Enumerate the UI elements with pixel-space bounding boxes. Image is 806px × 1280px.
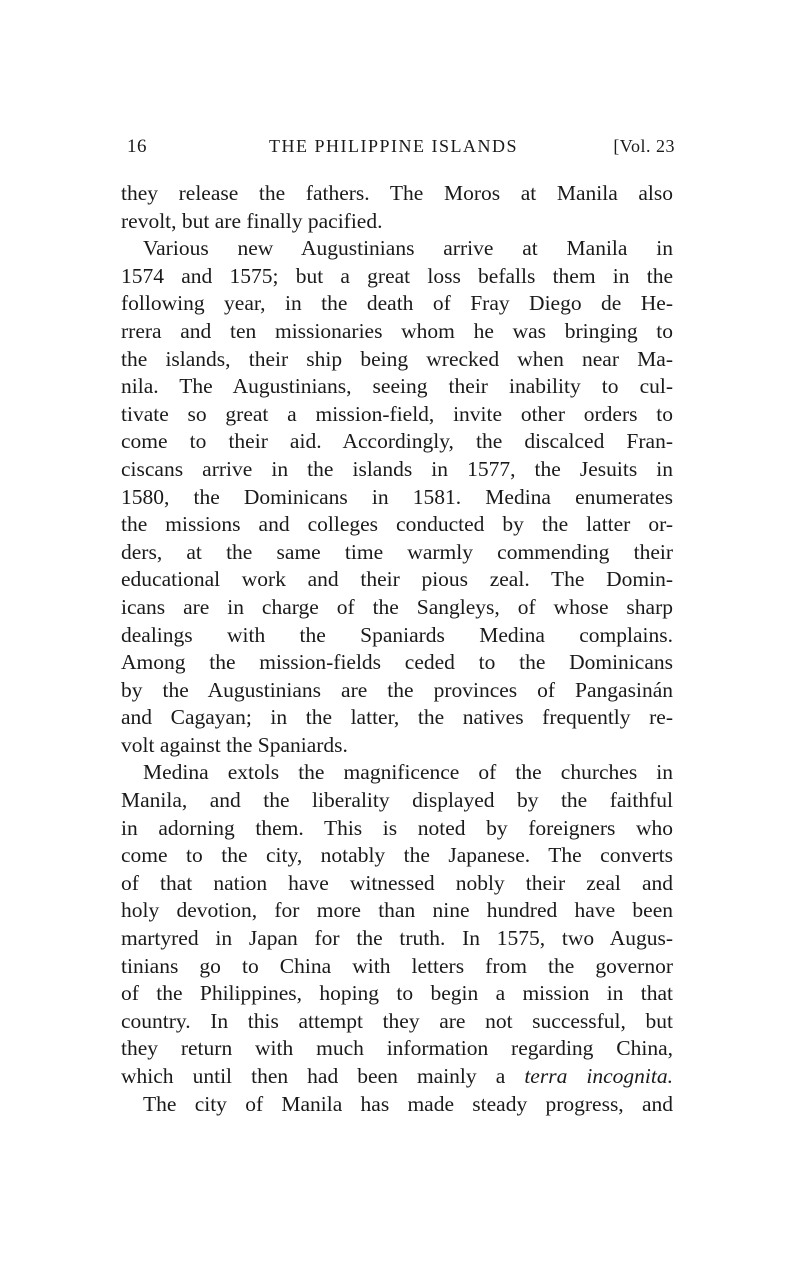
text-line: tinians go to China with letters from the governor <box>121 953 673 978</box>
text-line: tivate so great a mission-field, invite other orders to <box>121 401 673 426</box>
text-line: of that nation have witnessed nobly their zeal and <box>121 870 673 895</box>
text-line: rrera and ten missionaries whom he was bringing to <box>121 318 673 343</box>
text-line <box>121 1063 673 1091</box>
text-line: come to the city, notably the Japanese. The converts <box>121 843 673 868</box>
text-line: Among the mission-fields ceded to the Dominicans <box>121 650 673 675</box>
text-line: 1574 and 1575; but a great loss befalls them in the <box>121 263 673 288</box>
body-text <box>121 180 673 1118</box>
text-line: they return with much information regarding China, <box>121 1036 673 1061</box>
text-line: Medina extols the magnificence of the churches in <box>143 760 673 785</box>
text-line: by the Augustinians are the provinces of Pangasinán <box>121 677 673 702</box>
text-line: icans are in charge of the Sangleys, of whose sharp <box>121 594 673 619</box>
text-line: nila. The Augustinians, seeing their inability to cul- <box>121 374 673 399</box>
text-line: volt against the Spaniards. <box>121 732 348 757</box>
text-line: dealings with the Spaniards Medina complains. <box>121 622 673 647</box>
italic-phrase: terra incognita. <box>524 1064 673 1088</box>
running-title: THE PHILIPPINE ISLANDS <box>269 136 518 156</box>
text-line: come to their aid. Accordingly, the discalced Fran- <box>121 429 673 454</box>
text-line: revolt, but are finally pacified. <box>121 208 383 233</box>
text-line: the islands, their ship being wrecked when near Ma- <box>121 346 673 371</box>
text-line: in adorning them. This is noted by foreigners who <box>121 815 673 840</box>
text-line: The city of Manila has made steady progress, and <box>143 1091 673 1116</box>
page-header <box>127 136 675 166</box>
text-line: the missions and colleges conducted by the latter or- <box>121 512 673 537</box>
page-number: 16 <box>127 136 147 157</box>
text-line: Manila, and the liberality displayed by the faithful <box>121 788 673 813</box>
text-line-part: which until then had been mainly a <box>121 1064 525 1088</box>
text-line: and Cagayan; in the latter, the natives frequently re- <box>121 705 673 730</box>
text-line: ders, at the same time warmly commending their <box>121 539 673 564</box>
text-line: ciscans arrive in the islands in 1577, the Jesuits in <box>121 456 673 481</box>
text-line: following year, in the death of Fray Diego de He- <box>121 291 673 316</box>
text-line: they release the fathers. The Moros at Manila also <box>121 181 673 205</box>
text-line: educational work and their pious zeal. The Domin- <box>121 567 673 592</box>
text-line: Various new Augustinians arrive at Manila in <box>143 236 673 261</box>
text-line: martyred in Japan for the truth. In 1575, two Augus- <box>121 926 673 951</box>
text-line: 1580, the Dominicans in 1581. Medina enumerates <box>121 484 673 509</box>
text-line: of the Philippines, hoping to begin a mission in that <box>121 981 673 1006</box>
text-line: country. In this attempt they are not successful, but <box>121 1008 673 1033</box>
volume-label: [Vol. 23 <box>613 136 675 156</box>
text-line: holy devotion, for more than nine hundred have been <box>121 898 673 923</box>
